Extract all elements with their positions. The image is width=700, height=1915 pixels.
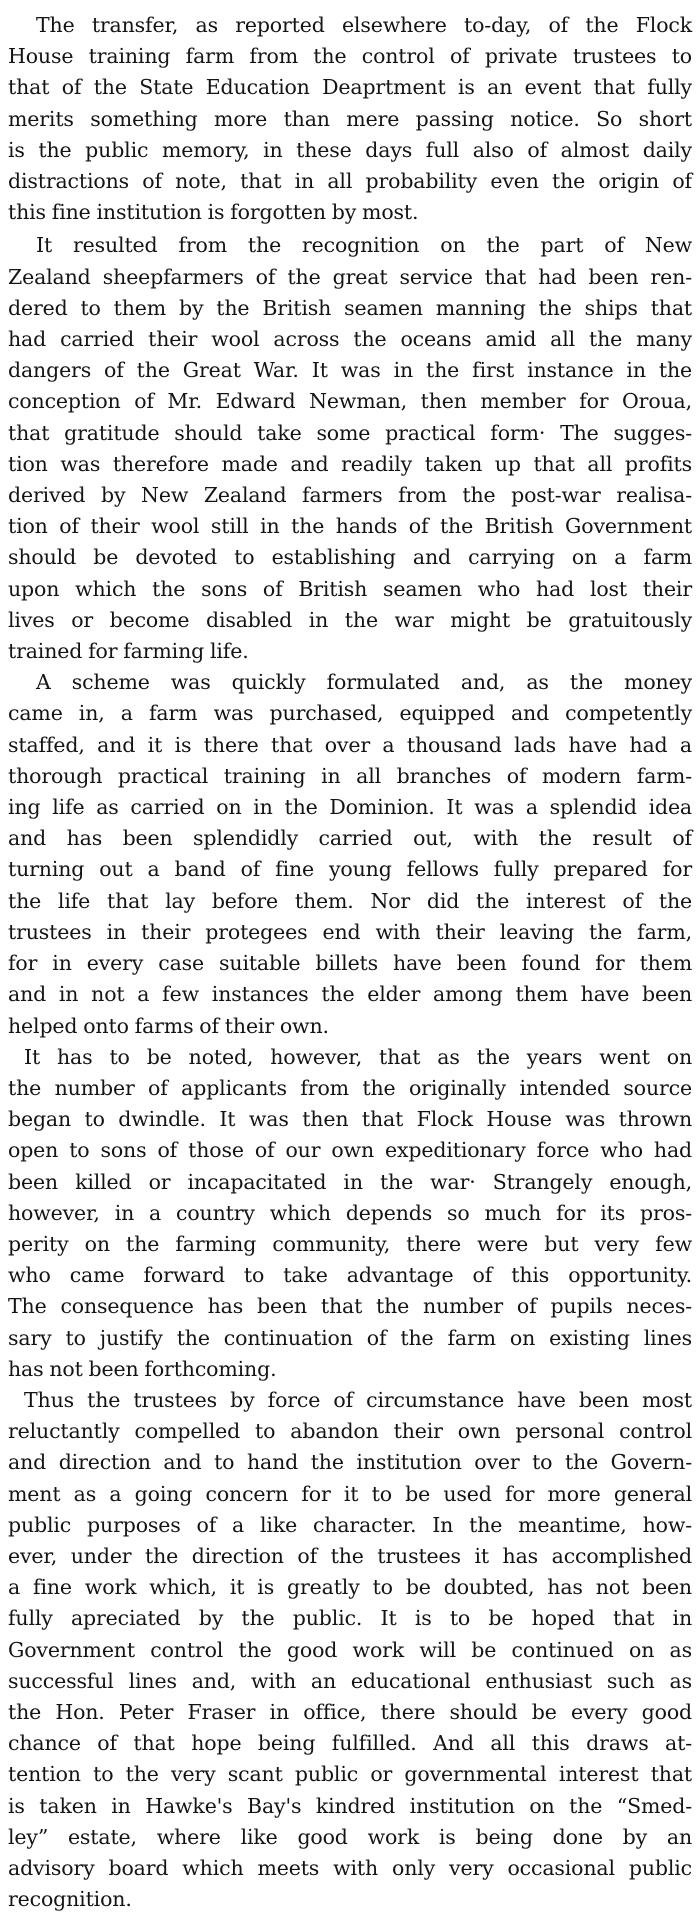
text-line: this fine institution is forgotten by most.	[8, 200, 419, 225]
text-line: ment as a going concern for it to be used for more general	[8, 1481, 692, 1506]
text-line: tion was therefore made and readily taken up that all profits	[8, 451, 692, 476]
text-line: a fine work which, it is greatly to be doubted, has not been	[8, 1575, 692, 1600]
editorial-article	[8, 10, 692, 1915]
text-line: reluctantly compelled to abandon their own personal control	[8, 1419, 692, 1444]
text-line: chance of that hope being fulfilled. And all this draws at-	[8, 1731, 692, 1756]
text-line: for in every case suitable billets have been found for them	[8, 951, 692, 976]
text-line: is the public memory, in these days full also of almost daily	[8, 137, 692, 162]
text-line: however, in a country which depends so much for its pros-	[8, 1200, 692, 1225]
text-line: The consequence has been that the number of pupils neces-	[8, 1294, 692, 1319]
text-line: the Hon. Peter Fraser in office, there should be every good	[8, 1699, 692, 1724]
text-line: fully apreciated by the public. It is to be hoped that in	[8, 1606, 692, 1631]
text-line: that gratitude should take some practical form· The sugges-	[8, 420, 692, 445]
text-line: staffed, and it is there that over a thousand lads have had a	[8, 732, 692, 757]
text-line: ever, under the direction of the trustees it has accomplished	[8, 1543, 692, 1568]
text-line: It has to be noted, however, that as the years went on	[24, 1044, 692, 1069]
text-line: conception of Mr. Edward Newman, then member for Oroua,	[8, 389, 692, 414]
text-line: had carried their wool across the oceans amid all the many	[8, 327, 692, 352]
paragraph-2	[8, 230, 692, 667]
text-line: open to sons of those of our own expeditionary force who had	[8, 1138, 692, 1163]
text-line: merits something more than mere passing notice. So short	[8, 106, 692, 131]
text-line: successful lines and, with an educational enthusiast such as	[8, 1668, 692, 1693]
text-line: is taken in Hawke's Bay's kindred institution on the “Smed-	[8, 1793, 692, 1818]
text-line: should be devoted to establishing and carrying on a farm	[8, 545, 692, 570]
text-line: The transfer, as reported elsewhere to-day, of the Flock	[36, 13, 692, 37]
paragraph-4	[8, 1042, 692, 1385]
text-line: House training farm from the control of private trustees to	[8, 44, 692, 69]
paragraph-5	[8, 1385, 692, 1915]
text-line: the life that lay before them. Nor did the interest of the	[8, 888, 692, 913]
text-line: and has been splendidly carried out, with the result of	[8, 826, 692, 851]
text-line: lives or become disabled in the war might be gratuitously	[8, 607, 692, 632]
text-line: began to dwindle. It was then that Flock House was thrown	[8, 1107, 692, 1132]
text-line: perity on the farming community, there were but very few	[8, 1231, 692, 1256]
text-line: Government control the good work will be continued on as	[8, 1637, 692, 1662]
text-line: the number of applicants from the originally intended source	[8, 1075, 692, 1100]
paragraph-3	[8, 667, 692, 1041]
text-line: sary to justify the continuation of the farm on existing lines	[8, 1325, 692, 1350]
text-line: derived by New Zealand farmers from the post-war realisa-	[8, 483, 692, 508]
text-line: has not been forthcoming.	[8, 1356, 277, 1381]
text-line: ley” estate, where like good work is being done by an	[8, 1824, 692, 1849]
text-line: trustees in their protegees end with their leaving the farm,	[8, 919, 692, 944]
text-line: tention to the very scant public or governmental interest that	[8, 1762, 692, 1787]
text-line: and in not a few instances the elder among them have been	[8, 982, 692, 1007]
text-line: ing life as carried on in the Dominion. It was a splendid idea	[8, 795, 692, 820]
text-line: thorough practical training in all branches of modern farm-	[8, 763, 692, 788]
text-line: recognition.	[8, 1887, 132, 1912]
text-line: upon which the sons of British seamen who had lost their	[8, 576, 692, 601]
text-line: tion of their wool still in the hands of the British Government	[8, 514, 692, 539]
text-line: helped onto farms of their own.	[8, 1013, 329, 1038]
text-line: came in, a farm was purchased, equipped and competently	[8, 701, 692, 726]
text-line: and direction and to hand the institution over to the Govern-	[8, 1450, 692, 1475]
text-line: distractions of note, that in all probability even the origin of	[8, 169, 692, 194]
text-line: Thus the trustees by force of circumstance have been most	[24, 1387, 692, 1412]
text-line: dered to them by the British seamen manning the ships that	[8, 295, 692, 320]
text-line: that of the State Education Deaprtment is an event that fully	[8, 75, 692, 100]
text-line: It resulted from the recognition on the part of New	[36, 233, 692, 258]
text-line: trained for farming life.	[8, 639, 249, 664]
text-line: dangers of the Great War. It was in the first instance in the	[8, 358, 692, 383]
text-line: been killed or incapacitated in the war· Strangely enough,	[8, 1169, 692, 1194]
text-line: A scheme was quickly formulated and, as the money	[36, 670, 692, 695]
text-line: Zealand sheepfarmers of the great service that had been ren-	[8, 264, 692, 289]
text-line: public purposes of a like character. In the meantime, how-	[8, 1512, 692, 1537]
paragraph-1	[8, 10, 692, 228]
text-line: turning out a band of fine young fellows fully prepared for	[8, 857, 692, 882]
text-line: who came forward to take advantage of this opportunity.	[8, 1263, 692, 1288]
text-line: advisory board which meets with only very occasional public	[8, 1855, 692, 1880]
